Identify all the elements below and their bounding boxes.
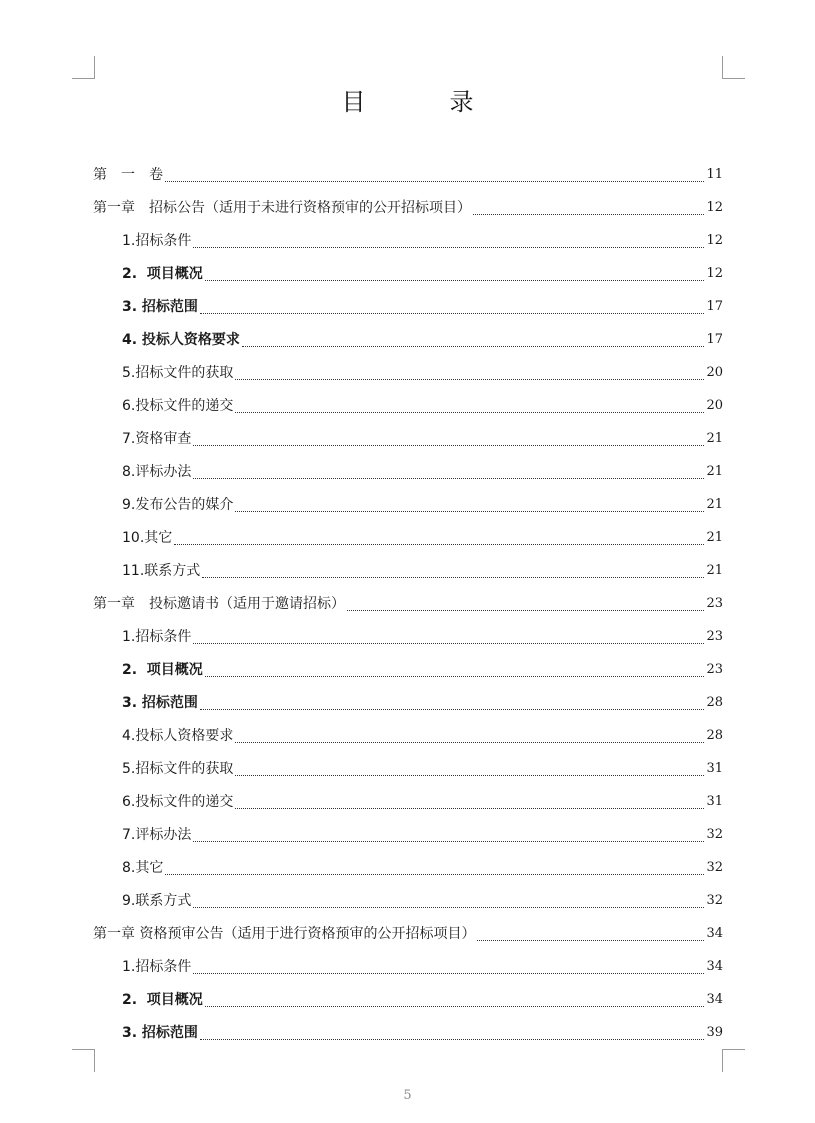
toc-entry-label: 10.其它 (122, 530, 173, 546)
toc-dot-leader (202, 568, 704, 578)
toc-entry-label: 11.联系方式 (122, 563, 201, 579)
toc-dot-leader (235, 733, 704, 743)
toc-dot-leader (165, 865, 704, 875)
toc-entry-page: 20 (706, 365, 723, 380)
toc-entry[interactable] (93, 651, 723, 684)
toc-entry[interactable] (93, 750, 723, 783)
toc-entry[interactable] (93, 816, 723, 849)
toc-dot-leader (235, 502, 704, 512)
toc-entry-page: 17 (706, 299, 723, 314)
toc-entry-label: 第一章 招标公告（适用于未进行资格预审的公开招标项目） (93, 200, 471, 216)
toc-entry[interactable] (93, 288, 723, 321)
toc-entry-page: 34 (706, 959, 723, 974)
toc-entry-label: 6.投标文件的递交 (122, 398, 234, 414)
toc-dot-leader (174, 535, 704, 545)
toc-dot-leader (193, 238, 704, 248)
toc-entry[interactable] (93, 354, 723, 387)
toc-entry-page: 28 (706, 728, 723, 743)
toc-dot-leader (347, 601, 704, 611)
toc-entry-label: 3. 招标范围 (122, 695, 198, 711)
toc-entry-label: 5.招标文件的获取 (122, 365, 234, 381)
toc-entry-label: 7.评标办法 (122, 827, 192, 843)
toc-entry[interactable] (93, 222, 723, 255)
toc-entry-label: 第 一 卷 (93, 167, 163, 183)
toc-dot-leader (200, 1030, 705, 1040)
page-title: 目 录 (341, 88, 504, 116)
toc-entry[interactable] (93, 519, 723, 552)
toc-entry-label: 第一章 投标邀请书（适用于邀请招标） (93, 596, 345, 612)
toc-entry-page: 17 (706, 332, 723, 347)
toc-entry[interactable] (93, 255, 723, 288)
toc-entry[interactable] (93, 1014, 723, 1047)
crop-mark-top-left (72, 56, 95, 79)
toc-entry-page: 23 (706, 629, 723, 644)
toc-dot-leader (205, 997, 705, 1007)
toc-dot-leader (205, 667, 705, 677)
toc-entry-page: 34 (706, 992, 723, 1007)
toc-entry-label: 9.发布公告的媒介 (122, 497, 234, 513)
toc-dot-leader (200, 700, 705, 710)
toc-entry-page: 31 (706, 794, 723, 809)
toc-entry-page: 21 (706, 497, 723, 512)
toc-dot-leader (193, 469, 704, 479)
crop-mark-bottom-left (72, 1049, 95, 1072)
toc-entry-label: 1.招标条件 (122, 233, 192, 249)
toc-entry[interactable] (93, 948, 723, 981)
toc-entry-label: 第一章 资格预审公告（适用于进行资格预审的公开招标项目） (93, 926, 476, 942)
toc-entry-page: 32 (706, 827, 723, 842)
toc-entry[interactable] (93, 552, 723, 585)
toc-entry[interactable] (93, 882, 723, 915)
toc-entry-label: 1.招标条件 (122, 959, 192, 975)
page-number: 5 (403, 1088, 412, 1103)
toc-entry-label: 1.招标条件 (122, 629, 192, 645)
toc-entry-label: 2. 项目概况 (122, 662, 203, 678)
toc-entry-page: 21 (706, 431, 723, 446)
toc-entry-label: 4. 投标人资格要求 (122, 332, 240, 348)
toc-entry[interactable] (93, 585, 723, 618)
toc-entry[interactable] (93, 420, 723, 453)
toc-dot-leader (235, 766, 704, 776)
toc-entry-page: 32 (706, 893, 723, 908)
crop-mark-top-right (722, 56, 745, 79)
toc-dot-leader (193, 964, 704, 974)
toc-entry[interactable] (93, 849, 723, 882)
toc-entry[interactable] (93, 453, 723, 486)
toc-entry[interactable] (93, 156, 723, 189)
toc-entry-label: 8.评标办法 (122, 464, 192, 480)
toc-entry[interactable] (93, 618, 723, 651)
toc-dot-leader (193, 832, 704, 842)
toc-dot-leader (193, 634, 704, 644)
toc-entry[interactable] (93, 387, 723, 420)
toc-entry-page: 39 (706, 1025, 723, 1040)
toc-entry[interactable] (93, 189, 723, 222)
toc-entry[interactable] (93, 717, 723, 750)
toc-entry[interactable] (93, 684, 723, 717)
toc-dot-leader (205, 271, 705, 281)
toc-entry-page: 20 (706, 398, 723, 413)
toc-entry-label: 3. 招标范围 (122, 299, 198, 315)
toc-dot-leader (193, 898, 704, 908)
toc-dot-leader (473, 205, 704, 215)
toc-entry-page: 31 (706, 761, 723, 776)
toc-entry[interactable] (93, 981, 723, 1014)
crop-mark-bottom-right (722, 1049, 745, 1072)
toc-entry[interactable] (93, 783, 723, 816)
toc-entry-page: 12 (706, 266, 723, 281)
toc-entry-label: 9.联系方式 (122, 893, 192, 909)
toc-entry-page: 23 (706, 662, 723, 677)
toc-dot-leader (242, 337, 705, 347)
toc-dot-leader (235, 370, 704, 380)
toc-entry-page: 21 (706, 530, 723, 545)
toc-entry-label: 3. 招标范围 (122, 1025, 198, 1041)
toc-entry-page: 11 (706, 167, 723, 182)
toc-entry-label: 5.招标文件的获取 (122, 761, 234, 777)
toc-entry[interactable] (93, 486, 723, 519)
toc-entry-label: 4.投标人资格要求 (122, 728, 234, 744)
toc-dot-leader (235, 799, 704, 809)
toc-entry-page: 21 (706, 464, 723, 479)
toc-dot-leader (235, 403, 704, 413)
toc-entry-page: 12 (706, 233, 723, 248)
toc-entry[interactable] (93, 915, 723, 948)
toc-entry-page: 21 (706, 563, 723, 578)
toc-entry-page: 34 (706, 926, 723, 941)
toc-dot-leader (165, 172, 704, 182)
toc-dot-leader (477, 931, 704, 941)
toc-entry-label: 6.投标文件的递交 (122, 794, 234, 810)
toc-entry-label: 2. 项目概况 (122, 992, 203, 1008)
toc-entry-page: 23 (706, 596, 723, 611)
toc-entry-page: 32 (706, 860, 723, 875)
toc-entry-page: 12 (706, 200, 723, 215)
toc-entry-label: 7.资格审查 (122, 431, 192, 447)
toc-entry-label: 8.其它 (122, 860, 164, 876)
toc-dot-leader (200, 304, 705, 314)
toc-entry[interactable] (93, 321, 723, 354)
toc-entry-page: 28 (706, 695, 723, 710)
toc-dot-leader (193, 436, 704, 446)
table-of-contents (93, 156, 723, 1047)
toc-entry-label: 2. 项目概况 (122, 266, 203, 282)
